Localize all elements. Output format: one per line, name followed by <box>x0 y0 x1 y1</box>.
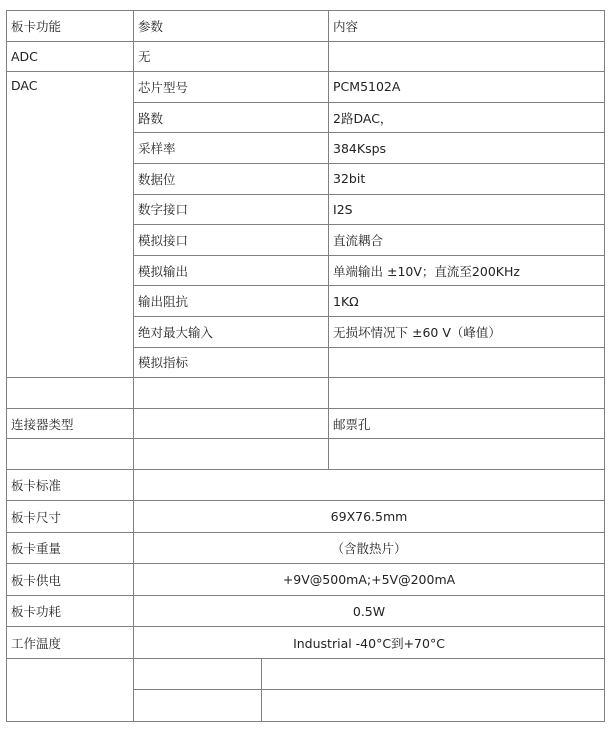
header-param: 参数 <box>134 11 329 42</box>
spec-value: 0.5W <box>134 595 605 627</box>
empty-cell <box>262 690 605 722</box>
spec-row <box>7 595 605 627</box>
dac-param: 模拟指标 <box>134 347 329 378</box>
empty-cell <box>7 378 134 409</box>
empty-cell <box>329 378 605 409</box>
dac-param: 数据位 <box>134 163 329 194</box>
spec-value: 69X76.5mm <box>134 501 605 533</box>
connector-row <box>7 408 605 439</box>
spec-row <box>7 469 605 501</box>
header-function: 板卡功能 <box>7 11 134 42</box>
connector-param <box>134 408 329 439</box>
header-content: 内容 <box>329 11 605 42</box>
empty-row <box>7 439 605 470</box>
dac-value: 无损坏情况下 ±60 V（峰值） <box>329 316 605 347</box>
empty-cell <box>7 439 134 470</box>
dac-value: 32bit <box>329 163 605 194</box>
spec-label: 板卡尺寸 <box>7 501 134 533</box>
empty-cell <box>134 658 262 690</box>
dac-param: 路数 <box>134 102 329 133</box>
dac-param: 采样率 <box>134 133 329 164</box>
empty-row <box>7 658 605 690</box>
spec-value: +9V@500mA;+5V@200mA <box>134 564 605 596</box>
spec-label: 板卡标准 <box>7 469 134 501</box>
dac-value: 单端输出 ±10V；直流至200KHz <box>329 255 605 286</box>
dac-param: 模拟接口 <box>134 225 329 256</box>
empty-cell <box>134 439 329 470</box>
dac-param: 数字接口 <box>134 194 329 225</box>
empty-row <box>7 378 605 409</box>
connector-value: 邮票孔 <box>329 408 605 439</box>
spec-value: （含散热片） <box>134 532 605 564</box>
dac-row <box>7 72 605 103</box>
spec-value <box>134 469 605 501</box>
connector-label: 连接器类型 <box>7 408 134 439</box>
dac-value: PCM5102A <box>329 72 605 103</box>
spec-row <box>7 532 605 564</box>
dac-value: 直流耦合 <box>329 225 605 256</box>
adc-value <box>329 41 605 72</box>
dac-param: 绝对最大输入 <box>134 316 329 347</box>
empty-cell <box>134 690 262 722</box>
adc-label: ADC <box>7 41 134 72</box>
empty-cell <box>134 378 329 409</box>
dac-param: 输出阻抗 <box>134 286 329 317</box>
empty-cell <box>329 439 605 470</box>
spec-table <box>6 10 605 722</box>
spec-label: 工作温度 <box>7 627 134 659</box>
empty-cell <box>262 658 605 690</box>
dac-value <box>329 347 605 378</box>
dac-param: 模拟输出 <box>134 255 329 286</box>
spec-row <box>7 501 605 533</box>
empty-cell <box>7 658 134 721</box>
dac-value: 1KΩ <box>329 286 605 317</box>
dac-value: 384Ksps <box>329 133 605 164</box>
spec-label: 板卡重量 <box>7 532 134 564</box>
spec-label: 板卡供电 <box>7 564 134 596</box>
adc-param: 无 <box>134 41 329 72</box>
spec-label: 板卡功耗 <box>7 595 134 627</box>
spec-value: Industrial -40°C到+70°C <box>134 627 605 659</box>
spec-row <box>7 564 605 596</box>
spec-row <box>7 627 605 659</box>
dac-value: 2路DAC， <box>329 102 605 133</box>
header-row <box>7 11 605 42</box>
adc-row <box>7 41 605 72</box>
dac-param: 芯片型号 <box>134 72 329 103</box>
dac-value: I2S <box>329 194 605 225</box>
dac-label: DAC <box>7 72 134 378</box>
